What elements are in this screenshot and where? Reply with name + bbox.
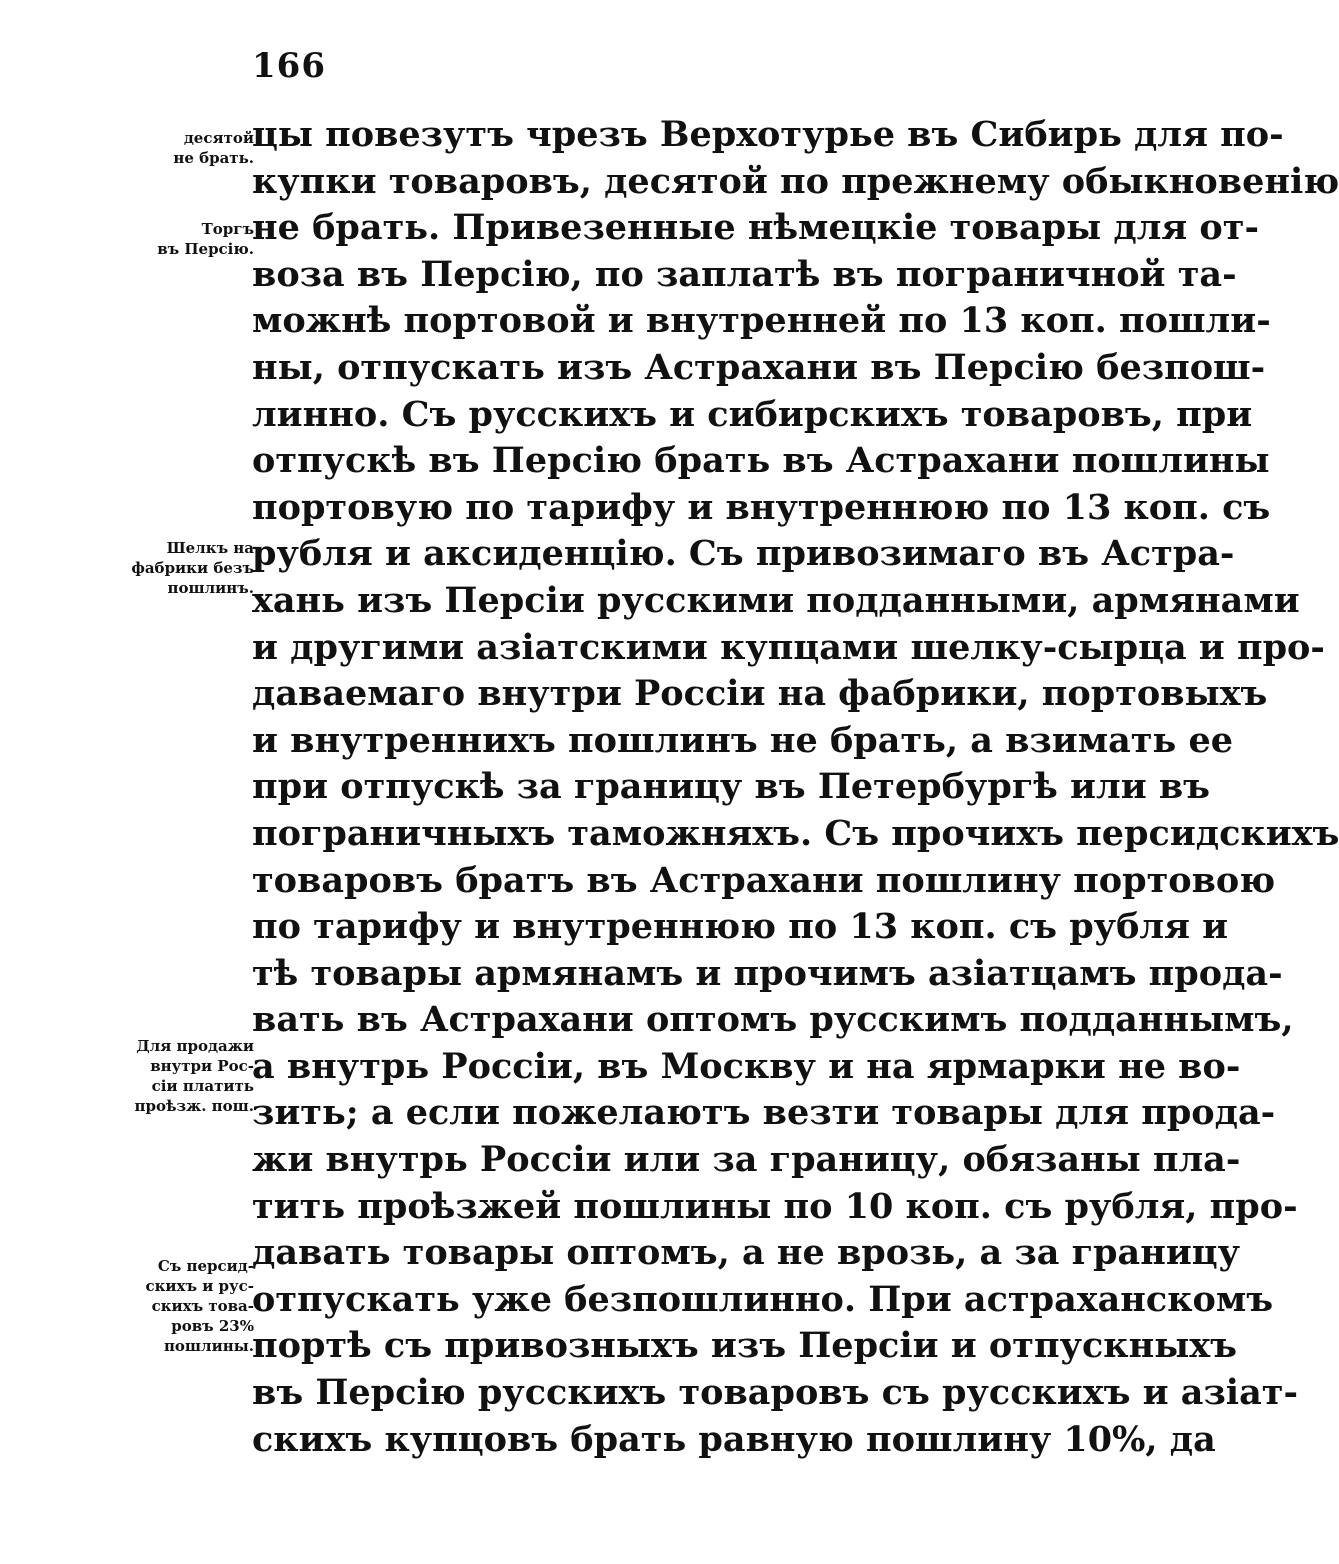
body-line: скихъ купцовъ брать равную пошлину 10%, да (252, 1418, 1216, 1460)
margin-note-line: внутри Рос- (150, 1057, 254, 1075)
margin-note-line: десятой (183, 129, 254, 147)
body-line: жи внутрь Россіи или за границу, обязаны пла- (252, 1139, 1241, 1181)
margin-note-line: фабрики безъ (131, 559, 254, 577)
body-line: цы повезутъ чрезъ Верхотурье въ Сибирь для по- (252, 114, 1284, 155)
margin-note-line: не брать. (173, 149, 254, 167)
margin-note-persia-trade (104, 219, 254, 259)
margin-note-silk (104, 538, 254, 598)
body-line: тить проѣзжей пошлины по 10 коп. съ рубля, про- (252, 1185, 1298, 1227)
body-line: портовую по тарифу и внутреннюю по 13 коп. съ (252, 486, 1271, 528)
body-line: можнѣ портовой и внутренней по 13 коп. пошли- (252, 300, 1271, 342)
margin-note-line: проѣзж. пош. (134, 1097, 254, 1115)
body-line: не брать. Привезенные нѣмецкіе товары для от- (252, 207, 1259, 249)
body-line: отпускать уже безпошлинно. При астраханскомъ (252, 1278, 1274, 1320)
margin-note-line: пошлины. (163, 1337, 254, 1355)
body-line: и внутреннихъ пошлинъ не брать, а взимать ее (252, 719, 1233, 761)
body-line: при отпускѣ за границу въ Петербургѣ или въ (252, 766, 1211, 808)
body-line: и другими азіатскими купцами шелку-сырца и про- (252, 626, 1325, 668)
margin-note-line: пошлинъ. (167, 579, 254, 597)
margin-note-line: Торгъ (201, 220, 254, 238)
body-line: линно. Съ русскихъ и сибирскихъ товаровъ, при (252, 393, 1253, 435)
body-line: отпускѣ въ Персію брать въ Астрахани пошлины (252, 440, 1270, 482)
body-line: по тарифу и внутреннюю по 13 коп. съ рубля и (252, 906, 1229, 948)
body-line: пограничныхъ таможняхъ. Съ прочихъ персидскихъ (252, 812, 1339, 854)
body-line: даваемаго внутри Россіи на фабрики, портовыхъ (252, 673, 1268, 715)
body-line: хань изъ Персіи русскими подданными, армянами (252, 579, 1300, 621)
margin-note-line: въ Персію. (157, 240, 254, 258)
body-line: вать въ Астрахани оптомъ русскимъ подданнымъ, (252, 999, 1294, 1041)
body-line: давать товары оптомъ, а не врозь, а за границу (252, 1232, 1241, 1274)
body-line: купки товаровъ, десятой по прежнему обыкновенію (252, 160, 1339, 202)
body-line: тѣ товары армянамъ и прочимъ азіатцамъ прода- (252, 952, 1283, 994)
body-line: товаровъ братъ въ Астрахани пошлину портовою (252, 859, 1276, 901)
body-line: въ Персію русскихъ товаровъ съ русскихъ и азіат- (252, 1372, 1298, 1414)
margin-note-tithe (104, 128, 254, 168)
body-line: а внутрь Россіи, въ Москву и на ярмарки не во- (252, 1045, 1241, 1087)
margin-note-line: сіи платить (151, 1077, 254, 1095)
margin-note-line: ровъ 23% (171, 1317, 254, 1335)
margin-note-line: Шелкъ на (166, 539, 254, 557)
body-line: воза въ Персію, по заплатѣ въ пограничной та- (252, 253, 1237, 295)
page-number: 166 (252, 46, 326, 86)
body-line: рубля и аксиденцію. Съ привозимаго въ Астра- (252, 533, 1235, 575)
margin-note-line: скихъ това- (151, 1297, 254, 1315)
margin-note-line: Для продажи (136, 1037, 254, 1055)
body-text (252, 112, 1339, 1463)
margin-note-line: скихъ и рус- (145, 1277, 254, 1295)
body-line: зить; а если пожелаютъ везти товары для прода- (252, 1092, 1276, 1134)
margin-note-duty-23 (104, 1256, 254, 1356)
body-line: ны, отпускать изъ Астрахани въ Персію безпош- (252, 346, 1266, 388)
margin-note-internal-sale (104, 1036, 254, 1116)
margin-note-line: Съ персид- (157, 1257, 254, 1275)
body-line: портѣ съ привозныхъ изъ Персіи и отпускныхъ (252, 1325, 1237, 1367)
